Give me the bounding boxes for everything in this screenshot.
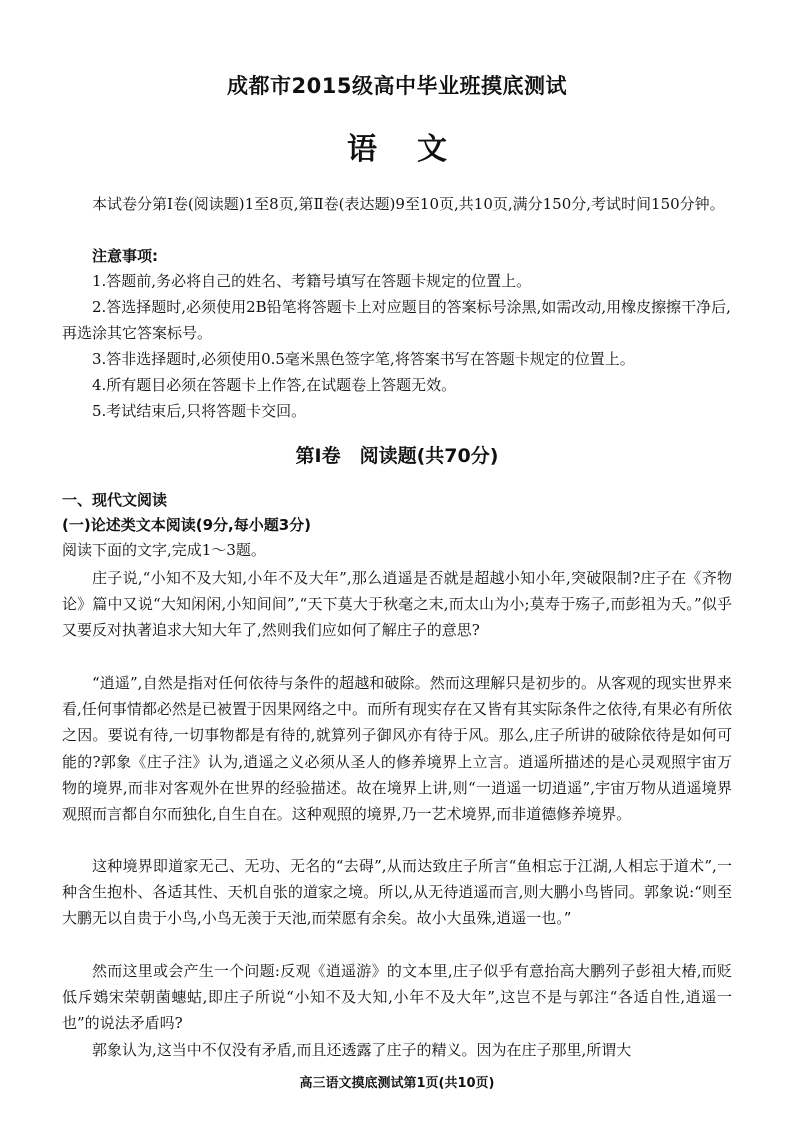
subject-char-1: 语 [347, 132, 377, 167]
reading-instruction: 阅读下面的文字,完成1～3题。 [62, 541, 266, 559]
article-paragraph: 这种境界即道家无己、无功、无名的“去碍”,从而达致庄子所言“鱼相忘于江湖,人相忘于道术”,一种含生抱朴、各适其性、天机自张的道家之境。所以,从无待逍遥而言,则大鹏小鸟皆同。郭象说:“则至大鹏无以自贵于小鸟,小鸟无羡于天池,而荣愿有余矣。故小大虽殊,逍遥一也。” [62, 857, 732, 928]
exam-intro: 本试卷分第Ⅰ卷(阅读题)1至8页,第Ⅱ卷(表达题)9至10页,共10页,满分150分,考试时间150分钟。 [92, 195, 725, 213]
note-item: 4.所有题目必须在答题卡上作答,在试题卷上答题无效。 [92, 376, 457, 394]
subject-char-2: 文 [417, 132, 447, 167]
article-paragraph: 庄子说,“小知不及大知,小年不及大年”,那么逍遥是否就是超越小知小年,突破限制?庄子在《齐物论》篇中又说“大知闲闲,小知间间”,“天下莫大于秋毫之末,而太山为小;莫寿于殇子,而彭祖为夭。”似乎又要反对执著追求大知大年了,然则我们应如何了解庄子的意思? [62, 569, 732, 640]
subsection-heading: (一)论述类文本阅读(9分,每小题3分) [62, 516, 311, 534]
note-item: 2.答选择题时,必须使用2B铅笔将答题卡上对应题目的答案标号涂黑,如需改动,用橡皮擦擦干净后,再选涂其它答案标号。 [62, 298, 731, 342]
subject-title [0, 124, 794, 168]
article-paragraph: 然而这里或会产生一个问题:反观《逍遥游》的文本里,庄子似乎有意抬高大鹏列子彭祖大椿,而贬低斥鴳宋荣朝菌蟪蛄,即庄子所说“小知不及大知,小年不及大年”,这岂不是与郭注“各适自性,逍遥一也”的说法矛盾吗? [62, 962, 732, 1033]
note-item: 1.答题前,务必将自己的姓名、考籍号填写在答题卡规定的位置上。 [92, 272, 532, 290]
note-item: 3.答非选择题时,必须使用0.5毫米黑色签字笔,将答案书写在答题卡规定的位置上。 [92, 350, 635, 368]
page-footer: 高三语文摸底测试第1页(共10页) [299, 1076, 495, 1091]
section-title: 第Ⅰ卷 阅读题(共70分) [295, 445, 499, 467]
note-item: 5.考试结束后,只将答题卡交回。 [92, 402, 307, 420]
article-paragraph: “逍遥”,自然是指对任何依待与条件的超越和破除。然而这理解只是初步的。从客观的现实世界来看,任何事情都必然是已被置于因果网络之中。而所有现实存在又皆有其实际条件之依待,有果必有所依之因。要说有待,一切事物都是有待的,就算列子御风亦有待于风。那么,庄子所讲的破除依待是如何可能的?郭象《庄子注》认为,逍遥之义必须从圣人的修养境界上立言。逍遥所描述的是心灵观照宇宙万物的境界,而非对客观外在世界的经验描述。故在境界上讲,则“一逍遥一切逍遥”,宇宙万物从逍遥境界观照而言都自尔而独化,自生自在。这种观照的境界,乃一艺术境界,而非道德修养境界。 [62, 674, 732, 824]
section-heading: 一、现代文阅读 [62, 491, 168, 509]
article-paragraph: 郭象认为,这当中不仅没有矛盾,而且还透露了庄子的精义。因为在庄子那里,所谓大 [92, 1041, 632, 1059]
exam-title: 成都市2015级高中毕业班摸底测试 [227, 74, 567, 98]
notes-title: 注意事项: [92, 247, 158, 265]
